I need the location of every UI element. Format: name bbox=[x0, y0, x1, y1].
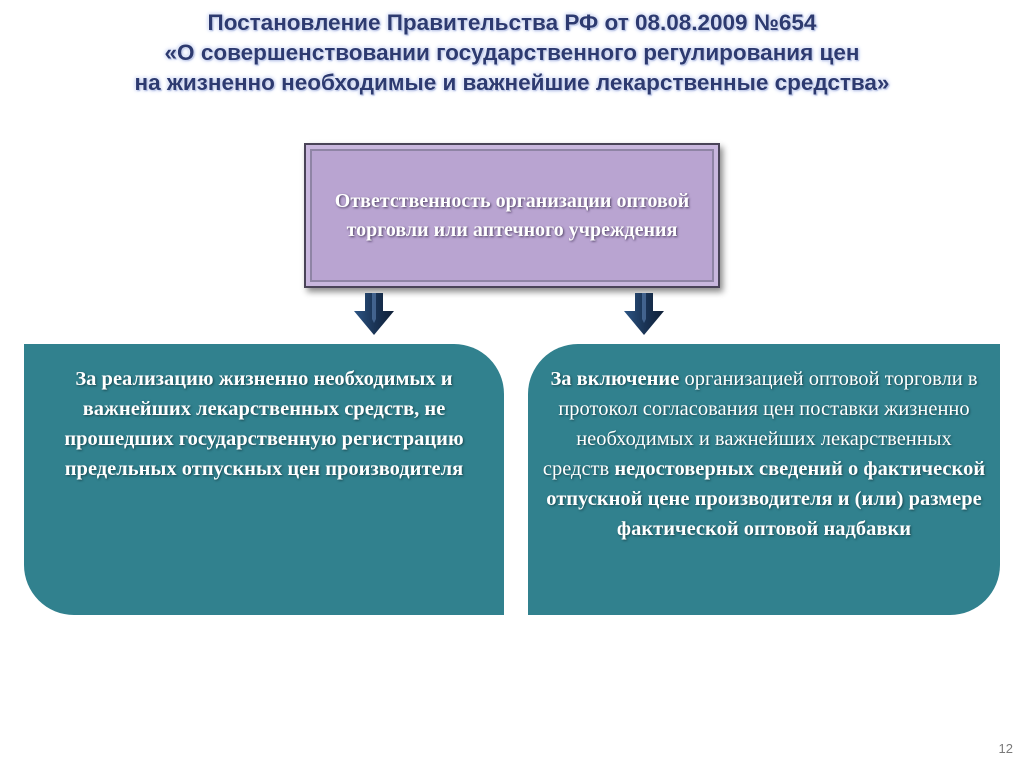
left-responsibility-box bbox=[24, 344, 504, 615]
title-line-3: на жизненно необходимые и важнейшие лекарственные средства» bbox=[134, 70, 890, 95]
page-number: 12 bbox=[998, 741, 1013, 756]
right-box-bold-lead: За включение bbox=[550, 368, 680, 390]
title-line-2: «О совершенствовании государственного регулирования цен bbox=[164, 40, 860, 65]
responsibility-box bbox=[304, 143, 720, 288]
left-box-text: За реализацию жизненно необходимых и важнейших лекарственных средств, не прошедших государственную регистрацию предельных отпускных цен производителя bbox=[64, 368, 464, 480]
arrow-down-icon bbox=[352, 293, 396, 337]
title-line-1: Постановление Правительства РФ от 08.08.2009 №654 bbox=[207, 10, 817, 35]
right-box-normal-text: организацией оптовой торговли в протокол согласования цен поставки жизненно необходимых и важнейших лекарственных средств bbox=[542, 368, 978, 480]
slide-title bbox=[0, 8, 1024, 98]
responsibility-text: Ответственность организации оптовой торговли или аптечного учреждения bbox=[334, 189, 690, 241]
arrow-down-icon bbox=[622, 293, 666, 337]
right-responsibility-box bbox=[528, 344, 1000, 615]
right-box-bold-tail: недостоверных сведений о фактической отпускной цене производителя и (или) размере фактической оптовой надбавки bbox=[546, 458, 986, 540]
